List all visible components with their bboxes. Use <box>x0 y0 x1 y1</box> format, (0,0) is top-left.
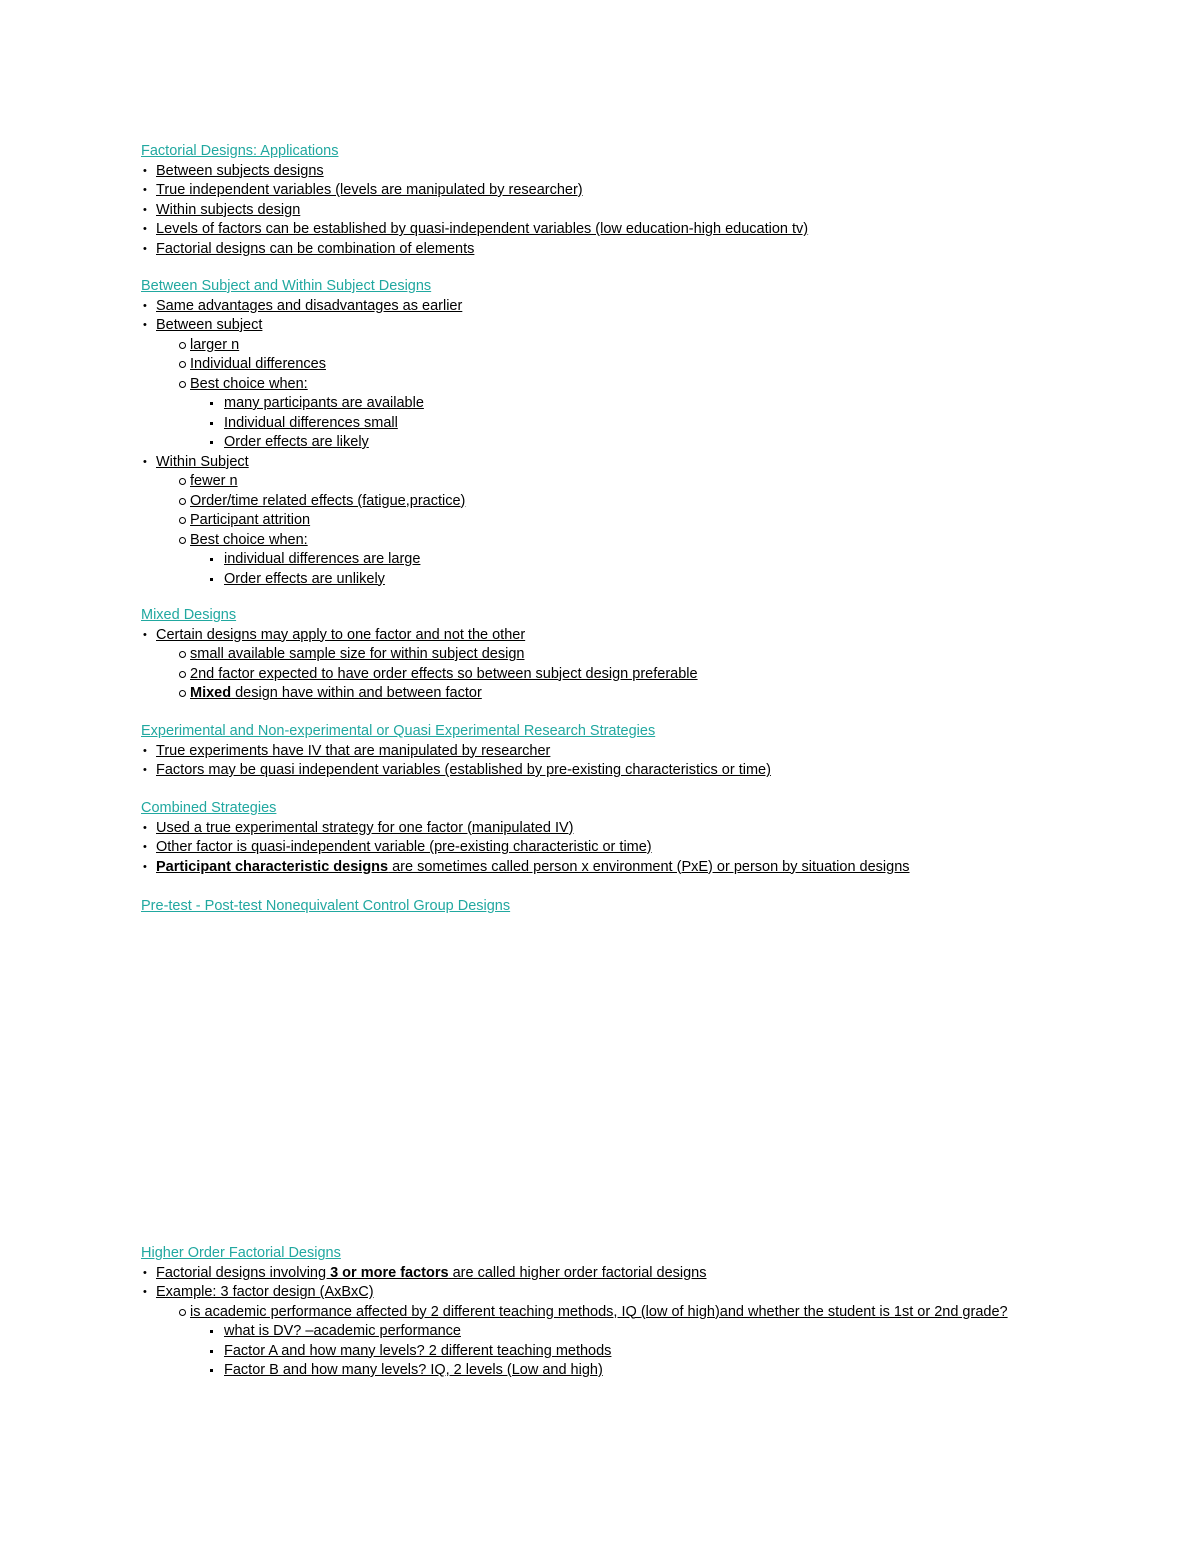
circle-bullet-icon <box>179 1309 186 1316</box>
list-item: • True independent variables (levels are manipulated by researcher) <box>141 181 1101 201</box>
list-item: • Between subjects designs <box>141 162 1101 182</box>
section-between-within <box>141 277 1101 589</box>
circle-bullet-icon <box>179 671 186 678</box>
sub-sub-list-item: Factor B and how many levels? IQ, 2 levels (Low and high) <box>141 1361 1101 1381</box>
sub-sub-list-item: Factor A and how many levels? 2 different teaching methods <box>141 1342 1101 1362</box>
bullet-icon: • <box>143 1286 147 1298</box>
section-heading: Combined Strategies <box>141 800 277 816</box>
sub-list-item: Order/time related effects (fatigue,practice) <box>141 492 1101 512</box>
section-heading: Factorial Designs: Applications <box>141 143 339 159</box>
sub-list-item: fewer n <box>141 472 1101 492</box>
sub-sub-list-item: Order effects are unlikely <box>141 570 1101 590</box>
bullet-icon: • <box>143 821 147 834</box>
bullet-icon: • <box>143 628 147 641</box>
sub-sub-list-item: what is DV? –academic performance <box>141 1322 1101 1342</box>
square-bullet-icon <box>210 558 213 561</box>
section-heading: Experimental and Non-experimental or Quasi Experimental Research Strategies <box>141 723 656 739</box>
bullet-icon: • <box>143 242 147 255</box>
section-heading: Pre-test - Post-test Nonequivalent Control Group Designs <box>141 898 511 914</box>
section-pretest-posttest <box>141 897 1101 917</box>
section-mixed-designs <box>141 606 1101 704</box>
sub-list-item: Participant attrition <box>141 511 1101 531</box>
circle-bullet-icon <box>179 651 186 658</box>
section-factorial-applications <box>141 142 1101 259</box>
bullet-icon: • <box>143 164 147 177</box>
circle-bullet-icon <box>179 537 186 544</box>
sub-list-item: small available sample size for within subject design <box>141 645 1101 665</box>
circle-bullet-icon <box>179 342 186 349</box>
list-item: • Levels of factors can be established by quasi-independent variables (low education-high education tv) <box>141 220 1101 240</box>
bullet-icon: • <box>143 319 147 331</box>
list-item: • Factors may be quasi independent variables (established by pre-existing characteristics or time) <box>141 761 1101 781</box>
sub-list-item: is academic performance affected by 2 different teaching methods, IQ (low of high)and whether the student is 1st or 2nd grade? <box>141 1303 1101 1323</box>
section-heading: Mixed Designs <box>141 607 237 623</box>
list-item: • Within subjects design <box>141 201 1101 221</box>
bullet-list <box>141 742 1101 781</box>
list-item: • Within Subject <box>141 453 1101 473</box>
bullet-list <box>141 162 1101 260</box>
list-item: • Same advantages and disadvantages as earlier <box>141 297 1101 317</box>
sub-list-item: Best choice when: <box>141 375 1101 395</box>
bullet-icon: • <box>143 299 147 312</box>
section-combined-strategies <box>141 799 1101 877</box>
bullet-icon: • <box>143 223 147 235</box>
circle-bullet-icon <box>179 517 186 524</box>
bullet-list <box>141 297 1101 590</box>
bullet-list <box>141 1264 1101 1381</box>
list-item: • True experiments have IV that are manipulated by researcher <box>141 742 1101 762</box>
list-item: • Factorial designs can be combination of elements <box>141 240 1101 260</box>
section-higher-order <box>141 1244 1101 1381</box>
sub-list-item: Best choice when: <box>141 531 1101 551</box>
bullet-list <box>141 819 1101 878</box>
circle-bullet-icon <box>179 498 186 505</box>
circle-bullet-icon <box>179 690 186 697</box>
bullet-icon: • <box>143 841 147 853</box>
circle-bullet-icon <box>179 361 186 368</box>
square-bullet-icon <box>210 402 213 405</box>
section-experimental-strategies <box>141 722 1101 781</box>
section-heading: Higher Order Factorial Designs <box>141 1245 341 1261</box>
sub-sub-list-item: Individual differences small <box>141 414 1101 434</box>
list-item: • Used a true experimental strategy for one factor (manipulated IV) <box>141 819 1101 839</box>
bullet-icon: • <box>143 744 147 757</box>
circle-bullet-icon <box>179 478 186 485</box>
bullet-icon: • <box>143 764 147 776</box>
square-bullet-icon <box>210 422 213 425</box>
square-bullet-icon <box>210 1350 213 1353</box>
bullet-list <box>141 626 1101 704</box>
list-item: • Participant characteristic designs are sometimes called person x environment (PxE) or person by situation designs <box>141 858 1101 878</box>
list-item: • Certain designs may apply to one factor and not the other <box>141 626 1101 646</box>
square-bullet-icon <box>210 1330 213 1333</box>
sub-sub-list-item: individual differences are large <box>141 550 1101 570</box>
sub-sub-list-item: Order effects are likely <box>141 433 1101 453</box>
list-item: • Factorial designs involving 3 or more factors are called higher order factorial designs <box>141 1264 1101 1284</box>
list-item: • Example: 3 factor design (AxBxC) <box>141 1283 1101 1303</box>
list-item: • Between subject <box>141 316 1101 336</box>
square-bullet-icon <box>210 441 213 444</box>
circle-bullet-icon <box>179 381 186 388</box>
section-heading: Between Subject and Within Subject Designs <box>141 278 432 294</box>
bullet-icon: • <box>143 203 147 216</box>
list-item: • Other factor is quasi-independent variable (pre-existing characteristic or time) <box>141 838 1101 858</box>
bullet-icon: • <box>143 1266 147 1279</box>
bullet-icon: • <box>143 455 147 468</box>
sub-sub-list-item: many participants are available <box>141 394 1101 414</box>
square-bullet-icon <box>210 578 213 581</box>
square-bullet-icon <box>210 1369 213 1372</box>
sub-list-item: 2nd factor expected to have order effects so between subject design preferable <box>141 665 1101 685</box>
bullet-icon: • <box>143 184 147 196</box>
sub-list-item: Mixed design have within and between factor <box>141 684 1101 704</box>
sub-list-item: Individual differences <box>141 355 1101 375</box>
bullet-icon: • <box>143 860 147 873</box>
sub-list-item: larger n <box>141 336 1101 356</box>
